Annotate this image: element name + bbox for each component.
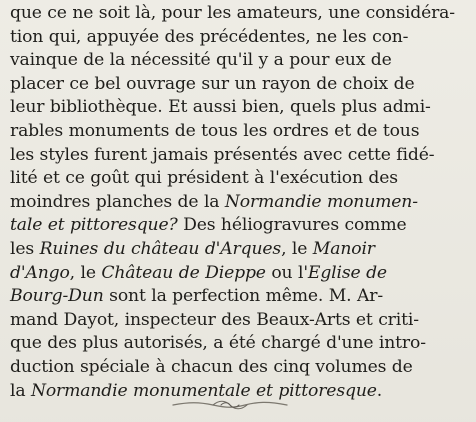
text-line-10 bbox=[10, 214, 464, 238]
text-line-7 bbox=[10, 144, 464, 168]
article-text bbox=[10, 2, 464, 403]
text-line-6 bbox=[10, 120, 464, 144]
text-segment: Des héliogravures comme bbox=[177, 215, 407, 236]
text-line-5 bbox=[10, 96, 464, 120]
text-line-9 bbox=[10, 191, 464, 215]
text-segment: que des plus autorisés, a été chargé d'une intro- bbox=[10, 333, 426, 354]
text-segment: duction spéciale à chacun des cinq volumes de bbox=[10, 356, 413, 377]
italic-segment: Manoir bbox=[312, 238, 375, 259]
italic-segment: Normandie monumen- bbox=[224, 191, 418, 212]
italic-segment: Château de Dieppe bbox=[101, 262, 266, 283]
text-line-13 bbox=[10, 285, 464, 309]
text-segment: . bbox=[376, 380, 383, 401]
text-segment: moindres planches de la bbox=[10, 191, 225, 212]
text-line-3 bbox=[10, 49, 464, 73]
italic-segment: Normandie monumentale et pittoresque bbox=[30, 380, 377, 401]
text-line-14 bbox=[10, 309, 464, 333]
text-segment: , le bbox=[69, 262, 102, 283]
text-line-1 bbox=[10, 2, 464, 26]
italic-segment: Bourg-Dun bbox=[10, 286, 104, 307]
text-segment: sont la perfection même. M. Ar- bbox=[103, 286, 383, 307]
text-segment: les bbox=[10, 238, 40, 259]
italic-segment: tale et pittoresque? bbox=[10, 215, 178, 236]
text-segment: ou l' bbox=[265, 262, 308, 283]
text-segment: lité et ce goût qui président à l'exécution des bbox=[10, 168, 398, 189]
text-line-4 bbox=[10, 73, 464, 97]
decorative-divider bbox=[171, 398, 289, 412]
italic-segment: Ruines du château d'Arques bbox=[39, 238, 282, 259]
text-segment: mand Dayot, inspecteur des Beaux-Arts et criti- bbox=[10, 309, 419, 330]
text-line-2 bbox=[10, 26, 464, 50]
text-segment: les styles furent jamais présentés avec cette fidé- bbox=[10, 144, 435, 165]
text-segment: , le bbox=[281, 238, 313, 259]
italic-segment: d'Ango bbox=[10, 262, 70, 283]
text-segment: la bbox=[10, 380, 31, 401]
text-segment: leur bibliothèque. Et aussi bien, quels plus admi- bbox=[10, 97, 431, 118]
text-line-15 bbox=[10, 332, 464, 356]
text-segment: que ce ne soit là, pour les amateurs, une considéra- bbox=[10, 3, 455, 23]
text-line-12 bbox=[10, 262, 464, 286]
text-line-8 bbox=[10, 167, 464, 191]
italic-segment: Eglise de bbox=[307, 262, 387, 283]
text-segment: rables monuments de tous les ordres et de tous bbox=[10, 120, 420, 141]
text-segment: vainque de la nécessité qu'il y a pour eux de bbox=[10, 50, 392, 71]
text-segment: placer ce bel ouvrage sur un rayon de choix de bbox=[10, 73, 415, 94]
text-line-16 bbox=[10, 356, 464, 380]
text-segment: tion qui, appuyée des précédentes, ne les con- bbox=[10, 26, 409, 47]
text-line-11 bbox=[10, 238, 464, 262]
